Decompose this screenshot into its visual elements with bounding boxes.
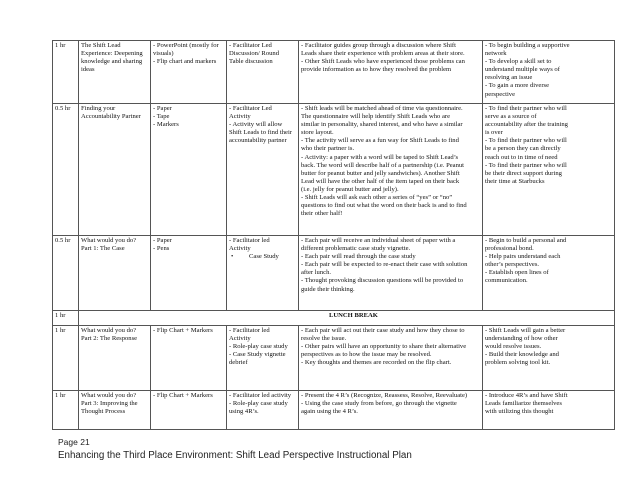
activity-line: - Thought provoking discussion questions will be provided to	[301, 277, 464, 285]
time-cell: 0.5 hr	[53, 236, 79, 311]
method-line: - Facilitator Led	[229, 105, 272, 112]
table-row	[53, 41, 615, 104]
outcome-line: - Shift Leads will gain a better	[485, 327, 566, 334]
outcome-line: reach out to in time of need	[485, 153, 558, 161]
materials-line: visuals)	[153, 50, 174, 58]
outcome-line: be their direct support during	[485, 169, 562, 177]
activity-line: different problematic case study vignette.	[301, 245, 411, 253]
method-line: accountability partner	[229, 137, 287, 145]
outcome-line: accountability after the training	[485, 121, 568, 129]
activity-cell	[299, 236, 483, 311]
outcome-line: - Establish open lines of	[485, 269, 549, 277]
method-line: - Role-play case study	[229, 400, 288, 408]
activity-cell	[299, 391, 483, 430]
outcome-line: other’s perspectives.	[485, 261, 540, 269]
activity-line: questions to find out what the word on their back is and to find	[301, 202, 467, 210]
materials-line: - Paper	[153, 105, 172, 112]
topic-line: What would you do?	[81, 327, 137, 334]
bullet-icon: •	[231, 253, 234, 261]
outcome-line: Leads familiarize themselves	[485, 400, 562, 408]
table-row	[53, 311, 615, 326]
activity-line: - Shift Leads will ask each other a series of “yes” or “no”	[301, 194, 453, 202]
method-cell	[227, 236, 299, 311]
outcome-cell	[483, 41, 615, 104]
activity-line: perspectives as to how the issue may be resolved.	[301, 351, 432, 359]
page-number: Page 21	[58, 437, 90, 447]
outcome-line: communication.	[485, 277, 528, 285]
activity-line: - Each pair will be expected to re-enact their case with solution	[301, 261, 468, 269]
topic-line: What would you do?	[81, 237, 137, 244]
outcome-line: network	[485, 50, 507, 58]
materials-line: - Paper	[153, 237, 172, 244]
activity-line: Lead will have the other half of the item taped on their back	[301, 177, 460, 185]
outcome-line: - To develop a skill set to	[485, 58, 552, 66]
materials-cell	[151, 104, 227, 236]
outcome-line: - Begin to build a personal and	[485, 237, 567, 244]
table-row	[53, 236, 615, 311]
activity-line: their other half!	[301, 210, 343, 218]
method-line: Discussion/ Round	[229, 50, 280, 58]
outcome-line: understand multiple ways of	[485, 66, 560, 74]
table-row	[53, 104, 615, 236]
table-body	[53, 41, 615, 430]
method-line: - Facilitator led	[229, 327, 270, 334]
outcome-line: - To find their partner who will	[485, 161, 567, 169]
activity-line: - Using the case study from before, go through the vignette	[301, 400, 457, 408]
method-bullet-text: Case Study	[249, 253, 279, 261]
activity-line: back. The word will describe half of a partnership (i.e. Peanut	[301, 161, 465, 169]
topic-line: Part 2: The Response	[81, 335, 138, 343]
activity-line: (i.e. jelly for peanut butter and jelly).	[301, 185, 399, 193]
outcome-line: professional bond.	[485, 245, 534, 253]
method-line: debrief	[229, 359, 248, 367]
topic-line: knowledge and sharing	[81, 58, 143, 66]
topic-line: Thought Process	[81, 408, 126, 416]
topic-line: The Shift Lead	[81, 42, 121, 49]
topic-line: ideas	[81, 66, 95, 74]
activity-line: - Activity: a paper with a word will be taped to Shift Lead’s	[301, 153, 459, 161]
method-bullet-item	[229, 253, 296, 261]
outcome-line: problem solving tool kit.	[485, 359, 551, 367]
activity-line: guide their thinking.	[301, 285, 355, 293]
outcome-cell	[483, 326, 615, 391]
outcome-line: is over	[485, 129, 503, 137]
activity-line: - Present the 4 R’s (Recognize, Reassess, Resolve, Reevaluate)	[301, 392, 468, 399]
outcome-line: - Build their knowledge and	[485, 351, 559, 359]
time-cell: 1 hr	[53, 326, 79, 391]
method-line: Activity	[229, 245, 251, 253]
method-line: - Role-play case study	[229, 343, 288, 351]
outcome-line: understanding of how other	[485, 335, 558, 343]
outcome-line: - To gain a more diverse	[485, 82, 550, 90]
method-line: Activity	[229, 113, 251, 121]
outcome-line: their time at Starbucks	[485, 177, 545, 185]
method-cell	[227, 391, 299, 430]
document-title: Enhancing the Third Place Environment: Shift Lead Perspective Instructional Plan	[58, 450, 412, 461]
activity-line: The questionnaire will help identify Shift Leads who are	[301, 113, 451, 121]
materials-cell	[151, 41, 227, 104]
time-cell: 0.5 hr	[53, 104, 79, 236]
activity-line: store layout.	[301, 129, 334, 137]
outcome-line: - To find their partner who will	[485, 105, 567, 112]
outcome-cell	[483, 236, 615, 311]
topic-cell	[79, 41, 151, 104]
activity-line: - Each pair will act out their case study and how they chose to	[301, 327, 465, 334]
materials-line: - Pens	[153, 245, 170, 253]
table-row	[53, 326, 615, 391]
topic-cell	[79, 326, 151, 391]
method-cell	[227, 41, 299, 104]
lunch-break-cell	[79, 311, 615, 326]
activity-line: after lunch.	[301, 269, 332, 277]
time-cell: 1 hr	[53, 41, 79, 104]
topic-line: Finding your	[81, 105, 116, 112]
outcome-line: resolving an issue	[485, 74, 533, 82]
topic-line: What would you do?	[81, 392, 137, 399]
method-line: using 4R’s.	[229, 408, 259, 416]
method-line: - Case Study vignette	[229, 351, 286, 359]
method-line: Shift Leads to find their	[229, 129, 292, 137]
topic-line: Experience: Deepening	[81, 50, 143, 58]
activity-cell	[299, 326, 483, 391]
materials-line: - Flip chart and markers	[153, 58, 217, 66]
activity-cell	[299, 41, 483, 104]
activity-line: butter for peanut butter and jelly sandwiches). Another Shift	[301, 169, 460, 177]
time-cell: 1 hr	[53, 391, 79, 430]
activity-line: similar in personality, shared interest, and who have a similar	[301, 121, 463, 129]
activity-cell	[299, 104, 483, 236]
outcome-cell	[483, 104, 615, 236]
materials-cell	[151, 326, 227, 391]
activity-line: - Facilitator guides group through a discussion where Shift	[301, 42, 456, 49]
table-row	[53, 391, 615, 430]
outcome-line: serve as a source of	[485, 113, 537, 121]
method-line: Activity	[229, 335, 251, 343]
time-cell: 1 hr	[53, 311, 79, 326]
method-cell	[227, 104, 299, 236]
outcome-line: be a person they can directly	[485, 145, 561, 153]
method-cell	[227, 326, 299, 391]
materials-line: - Markers	[153, 121, 179, 129]
materials-cell	[151, 391, 227, 430]
activity-line: - Other Shift Leads who have experienced those problems can	[301, 58, 465, 66]
topic-cell	[79, 104, 151, 236]
activity-line: again using the 4 R’s.	[301, 408, 358, 416]
method-line: - Facilitator led	[229, 237, 270, 244]
activity-line: - Shift leads will be matched ahead of time via questionnaire.	[301, 105, 463, 112]
outcome-line: - To find their partner who will	[485, 137, 567, 145]
outcome-line: with utilizing this thought	[485, 408, 554, 416]
topic-cell	[79, 236, 151, 311]
activity-line: - Key thoughts and themes are recorded on the flip chart.	[301, 359, 452, 367]
method-line: - Facilitator led activity	[229, 392, 292, 399]
instructional-plan-table	[52, 40, 615, 430]
method-line: - Facilitator Led	[229, 42, 272, 49]
activity-line: resolve the issue.	[301, 335, 347, 343]
materials-line: - PowerPoint (mostly for	[153, 42, 219, 49]
method-line: Table discussion	[229, 58, 273, 66]
outcome-line: - To begin building a supportive	[485, 42, 570, 49]
materials-line: - Flip Chart + Markers	[153, 392, 213, 399]
activity-line: who their partner is.	[301, 145, 355, 153]
activity-line: - The activity will serve as a fun way for Shift Leads to find	[301, 137, 459, 145]
outcome-cell	[483, 391, 615, 430]
outcome-line: would resolve issues.	[485, 343, 542, 351]
activity-line: Leads share their experience with problem areas at their store.	[301, 50, 465, 58]
topic-line: Accountability Partner	[81, 113, 141, 121]
topic-line: Part 1: The Case	[81, 245, 125, 253]
method-line: - Activity will allow	[229, 121, 283, 129]
topic-cell	[79, 391, 151, 430]
topic-line: Part 3: Improving the	[81, 400, 138, 408]
lunch-break-label: LUNCH BREAK	[329, 312, 378, 319]
activity-line: - Each pair will read through the case study	[301, 253, 416, 261]
materials-line: - Flip Chart + Markers	[153, 327, 213, 334]
activity-line: - Each pair will receive an individual sheet of paper with a	[301, 237, 456, 244]
activity-line: - Other pairs will have an opportunity to share their alternative	[301, 343, 467, 351]
outcome-line: - Introduce 4R’s and have Shift	[485, 392, 568, 399]
outcome-line: - Help pairs understand each	[485, 253, 561, 261]
outcome-line: perspective	[485, 90, 516, 98]
activity-line: provide information as to how they resolved the problem	[301, 66, 452, 74]
materials-cell	[151, 236, 227, 311]
materials-line: - Tape	[153, 113, 170, 121]
